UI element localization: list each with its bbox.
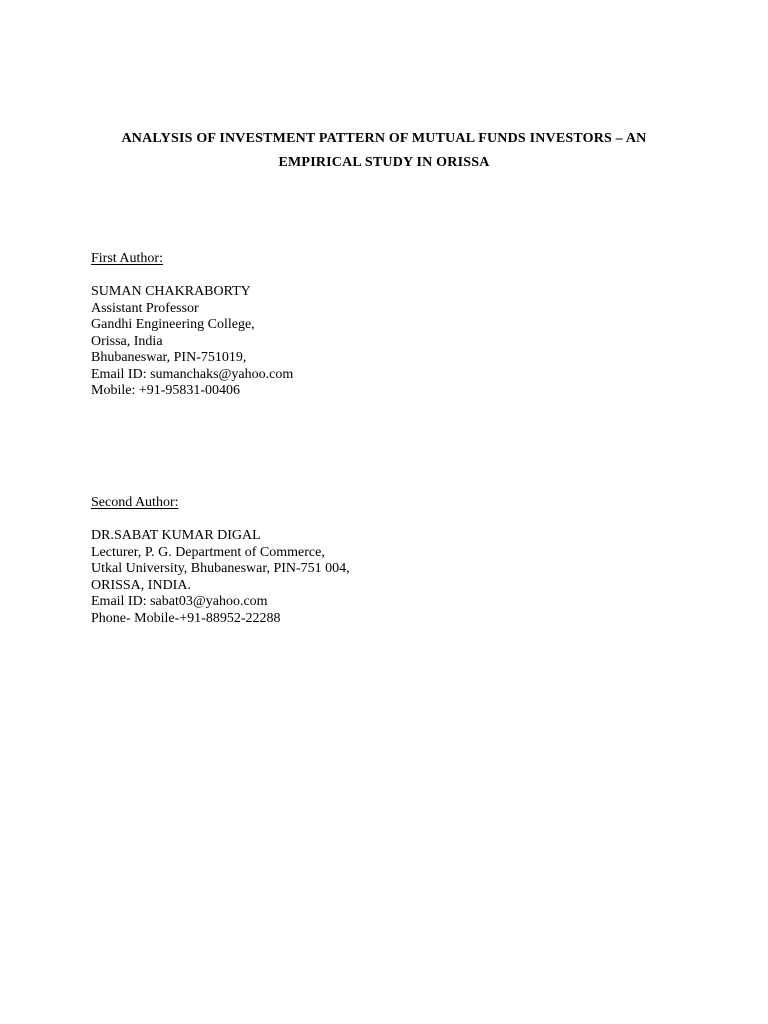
second-author-email: Email ID: sabat03@yahoo.com [91,594,268,609]
first-author-designation: Assistant Professor [91,300,199,316]
first-author-institution: Gandhi Engineering College, [91,317,255,332]
second-author-institution: Utkal University, Bhubaneswar, PIN-751 004, [91,561,350,576]
first-author-city-pin: Bhubaneswar, PIN-751019, [91,350,247,365]
title-line-1: ANALYSIS OF INVESTMENT PATTERN OF MUTUAL FUNDS INVESTORS – AN [121,131,647,146]
first-author-mobile: Mobile: +91-95831-00406 [91,383,241,398]
second-author-name: DR.SABAT KUMAR DIGAL [91,528,261,543]
first-author-heading: First Author: [91,251,163,266]
paper-title [60,127,708,175]
first-author-location: Orissa, India [91,333,163,349]
second-author-location: ORISSA, INDIA. [91,577,191,593]
first-author-block [91,251,651,400]
second-author-phone: Phone- Mobile-+91-88952-22288 [91,610,281,626]
second-author-block [91,495,651,627]
first-author-name: SUMAN CHAKRABORTY [91,284,251,299]
title-line-2: EMPIRICAL STUDY IN ORISSA [278,155,490,170]
second-author-heading: Second Author: [91,495,179,510]
first-author-email: Email ID: sumanchaks@yahoo.com [91,366,294,382]
second-author-designation: Lecturer, P. G. Department of Commerce, [91,544,325,560]
